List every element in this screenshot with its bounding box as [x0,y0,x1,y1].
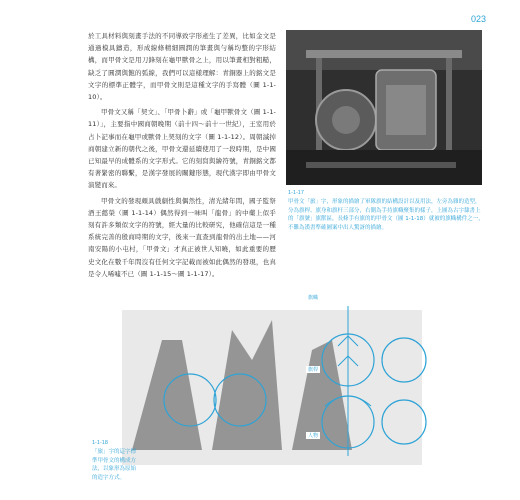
paragraph-2: 甲骨文又稱「契文」、「甲骨卜辭」或「龜甲獸骨文（圖 1-1-11）」，主要指中國商朝晚期（前十四～前十一世紀），王室用於占卜記事而在龜甲或獸骨上契刻的文字（圖 1-1-12）。周朝滅掉商朝建立新的朝代之後，甲骨文還延續使用了一段時期，是中國已知最早的成體系的文字形式。它的刻寫與繪符號，青銅銘文都有著緊密的聯繫，是漢字發展的關鍵形態，現代漢字即由甲骨文演變而來。 [88,108,276,190]
label-top: 旗幟 [308,295,319,301]
paragraph-3: 甲骨文的發現頗具戲劇性與偶然性，清光緒年間，國子監祭酒王懿榮（圖 1-1-14）偶然得到一味叫「龍骨」的中藥上似乎刻有許多類似文字的符號，經大量的比較研究，他確信這是一種系統完善的殷商時期的文字，後來一直查到龍骨的出土地——河南安陽的小屯村，「甲骨文」才真正被世人知曉，如此重要的歷史文化在數千年間沒有任何文字記載而被如此偶然的發現，也真是令人唏噓不已（圖 1-1-15～圖 1-1-17）。 [88,196,276,278]
photo-caption-text: 甲骨文「旅」字，形象的描繪了軍隊旗的結構設計以及用法，左旁為雜的造型，分為旗桿、旗身和旗杆三部分，右側為手持旗幟聚集的樣子，上圖為古字隸書上的「旗號」旗獸區，長條手有旗的的甲骨文（圖 1-1-18）就被的旗幟構件之一，不難為漢書準確圖案中出人驚訝的描繪。 [288,199,484,231]
paragraph-1: 於工具材料與刻畫手法的不同導致字形產生了差異，比如金文是通過模具鑄造，形成線條精細圓潤的筆畫與勻稱均整的字形結構，而甲骨文是用刀鋒刻在龜甲獸骨之上，用以筆畫相對粗糙，缺乏了圓潤與飽的弧線，我們可以這樣理解：青銅器上的銘文是文字的標準正體字，而甲骨文則是這種文字的手寫體（圖 1-1-10）。 [88,32,276,102]
figure-caption-text: 「旅」字的這字標準甲骨文的構成方法，以象形為原始的造字方式。 [92,449,137,481]
bronze-bell-illustration [286,30,482,185]
body-text [88,30,276,283]
glyph-structure-illustration [300,296,430,470]
bronze-bell-photo [286,30,482,185]
oracle-glyph-analysis [300,296,430,470]
page-number: 023 [470,14,486,24]
label-middle: 旗桿 [308,367,319,373]
photo-caption-number: 1-1-17 [288,190,304,196]
label-bottom: 人物 [308,433,319,439]
figure-caption-number: 1-1-18 [92,440,108,446]
